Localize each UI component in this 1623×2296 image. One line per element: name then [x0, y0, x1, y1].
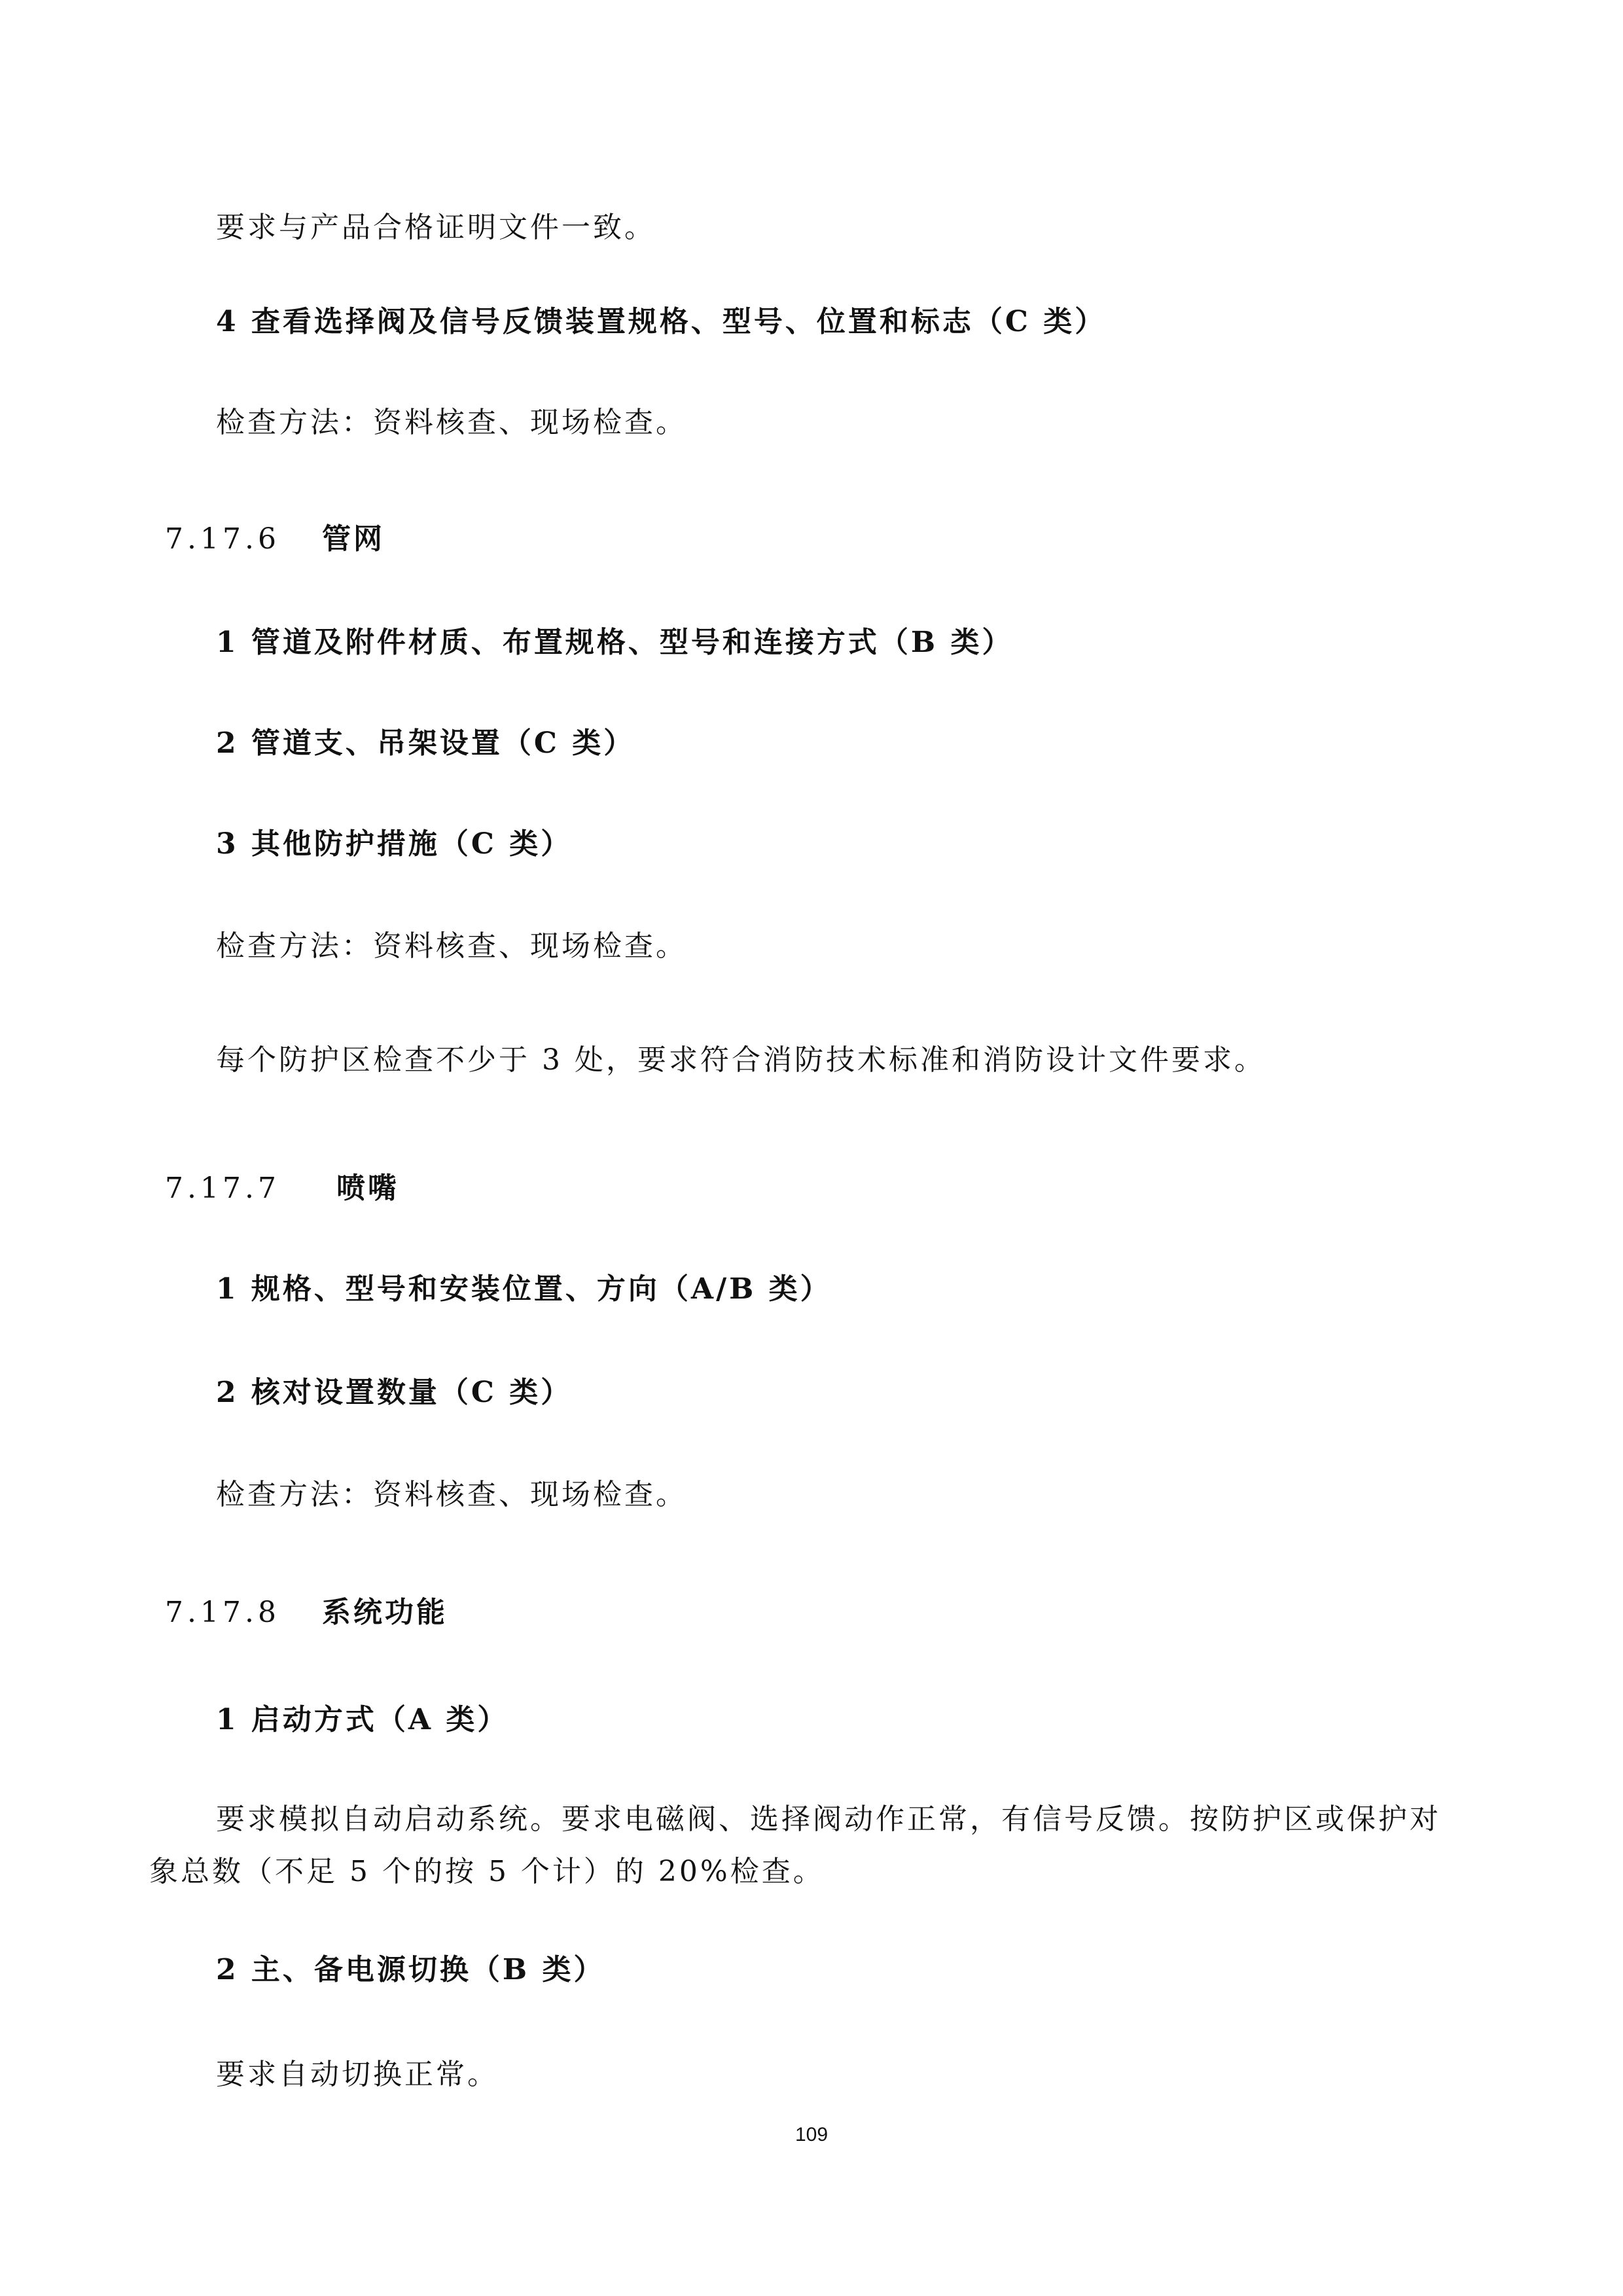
- check-method: 检查方法：资料核查、现场检查。: [216, 406, 687, 439]
- check-method: 检查方法：资料核查、现场检查。: [216, 1478, 687, 1511]
- section-number: 7.17.8: [165, 1596, 280, 1629]
- check-item: 1 启动方式（A 类）: [216, 1703, 509, 1736]
- section-title: 喷嘴: [336, 1172, 399, 1205]
- paragraph: 要求与产品合格证明文件一致。: [216, 211, 656, 244]
- paragraph-line-2: 象总数（不足 5 个的按 5 个计）的 20%检查。: [149, 1855, 825, 1888]
- check-method: 检查方法：资料核查、现场检查。: [216, 929, 687, 963]
- check-item: 4 查看选择阀及信号反馈装置规格、型号、位置和标志（C 类）: [216, 305, 1107, 338]
- check-item: 1 规格、型号和安装位置、方向（A/B 类）: [216, 1272, 832, 1306]
- paragraph-line-1: 要求模拟自动启动系统。要求电磁阀、选择阀动作正常，有信号反馈。按防护区或保护对: [216, 1803, 1441, 1836]
- section-heading: [165, 1169, 399, 1208]
- section-number: 7.17.6: [165, 522, 280, 556]
- check-item: 1 管道及附件材质、布置规格、型号和连接方式（B 类）: [216, 626, 1014, 659]
- section-heading: [165, 1593, 448, 1632]
- paragraph: 要求自动切换正常。: [216, 2058, 499, 2091]
- section-title: 系统功能: [322, 1596, 448, 1629]
- check-item: 2 主、备电源切换（B 类）: [216, 1953, 605, 1986]
- section-title: 管网: [322, 522, 385, 556]
- section-number: 7.17.7: [165, 1172, 280, 1205]
- page-number: 109: [794, 2124, 829, 2145]
- check-item: 2 管道支、吊架设置（C 类）: [216, 726, 635, 760]
- paragraph: 每个防护区检查不少于 3 处，要求符合消防技术标准和消防设计文件要求。: [216, 1043, 1266, 1077]
- check-item: 3 其他防护措施（C 类）: [216, 827, 573, 861]
- check-item: 2 核对设置数量（C 类）: [216, 1376, 573, 1409]
- section-heading: [165, 520, 385, 559]
